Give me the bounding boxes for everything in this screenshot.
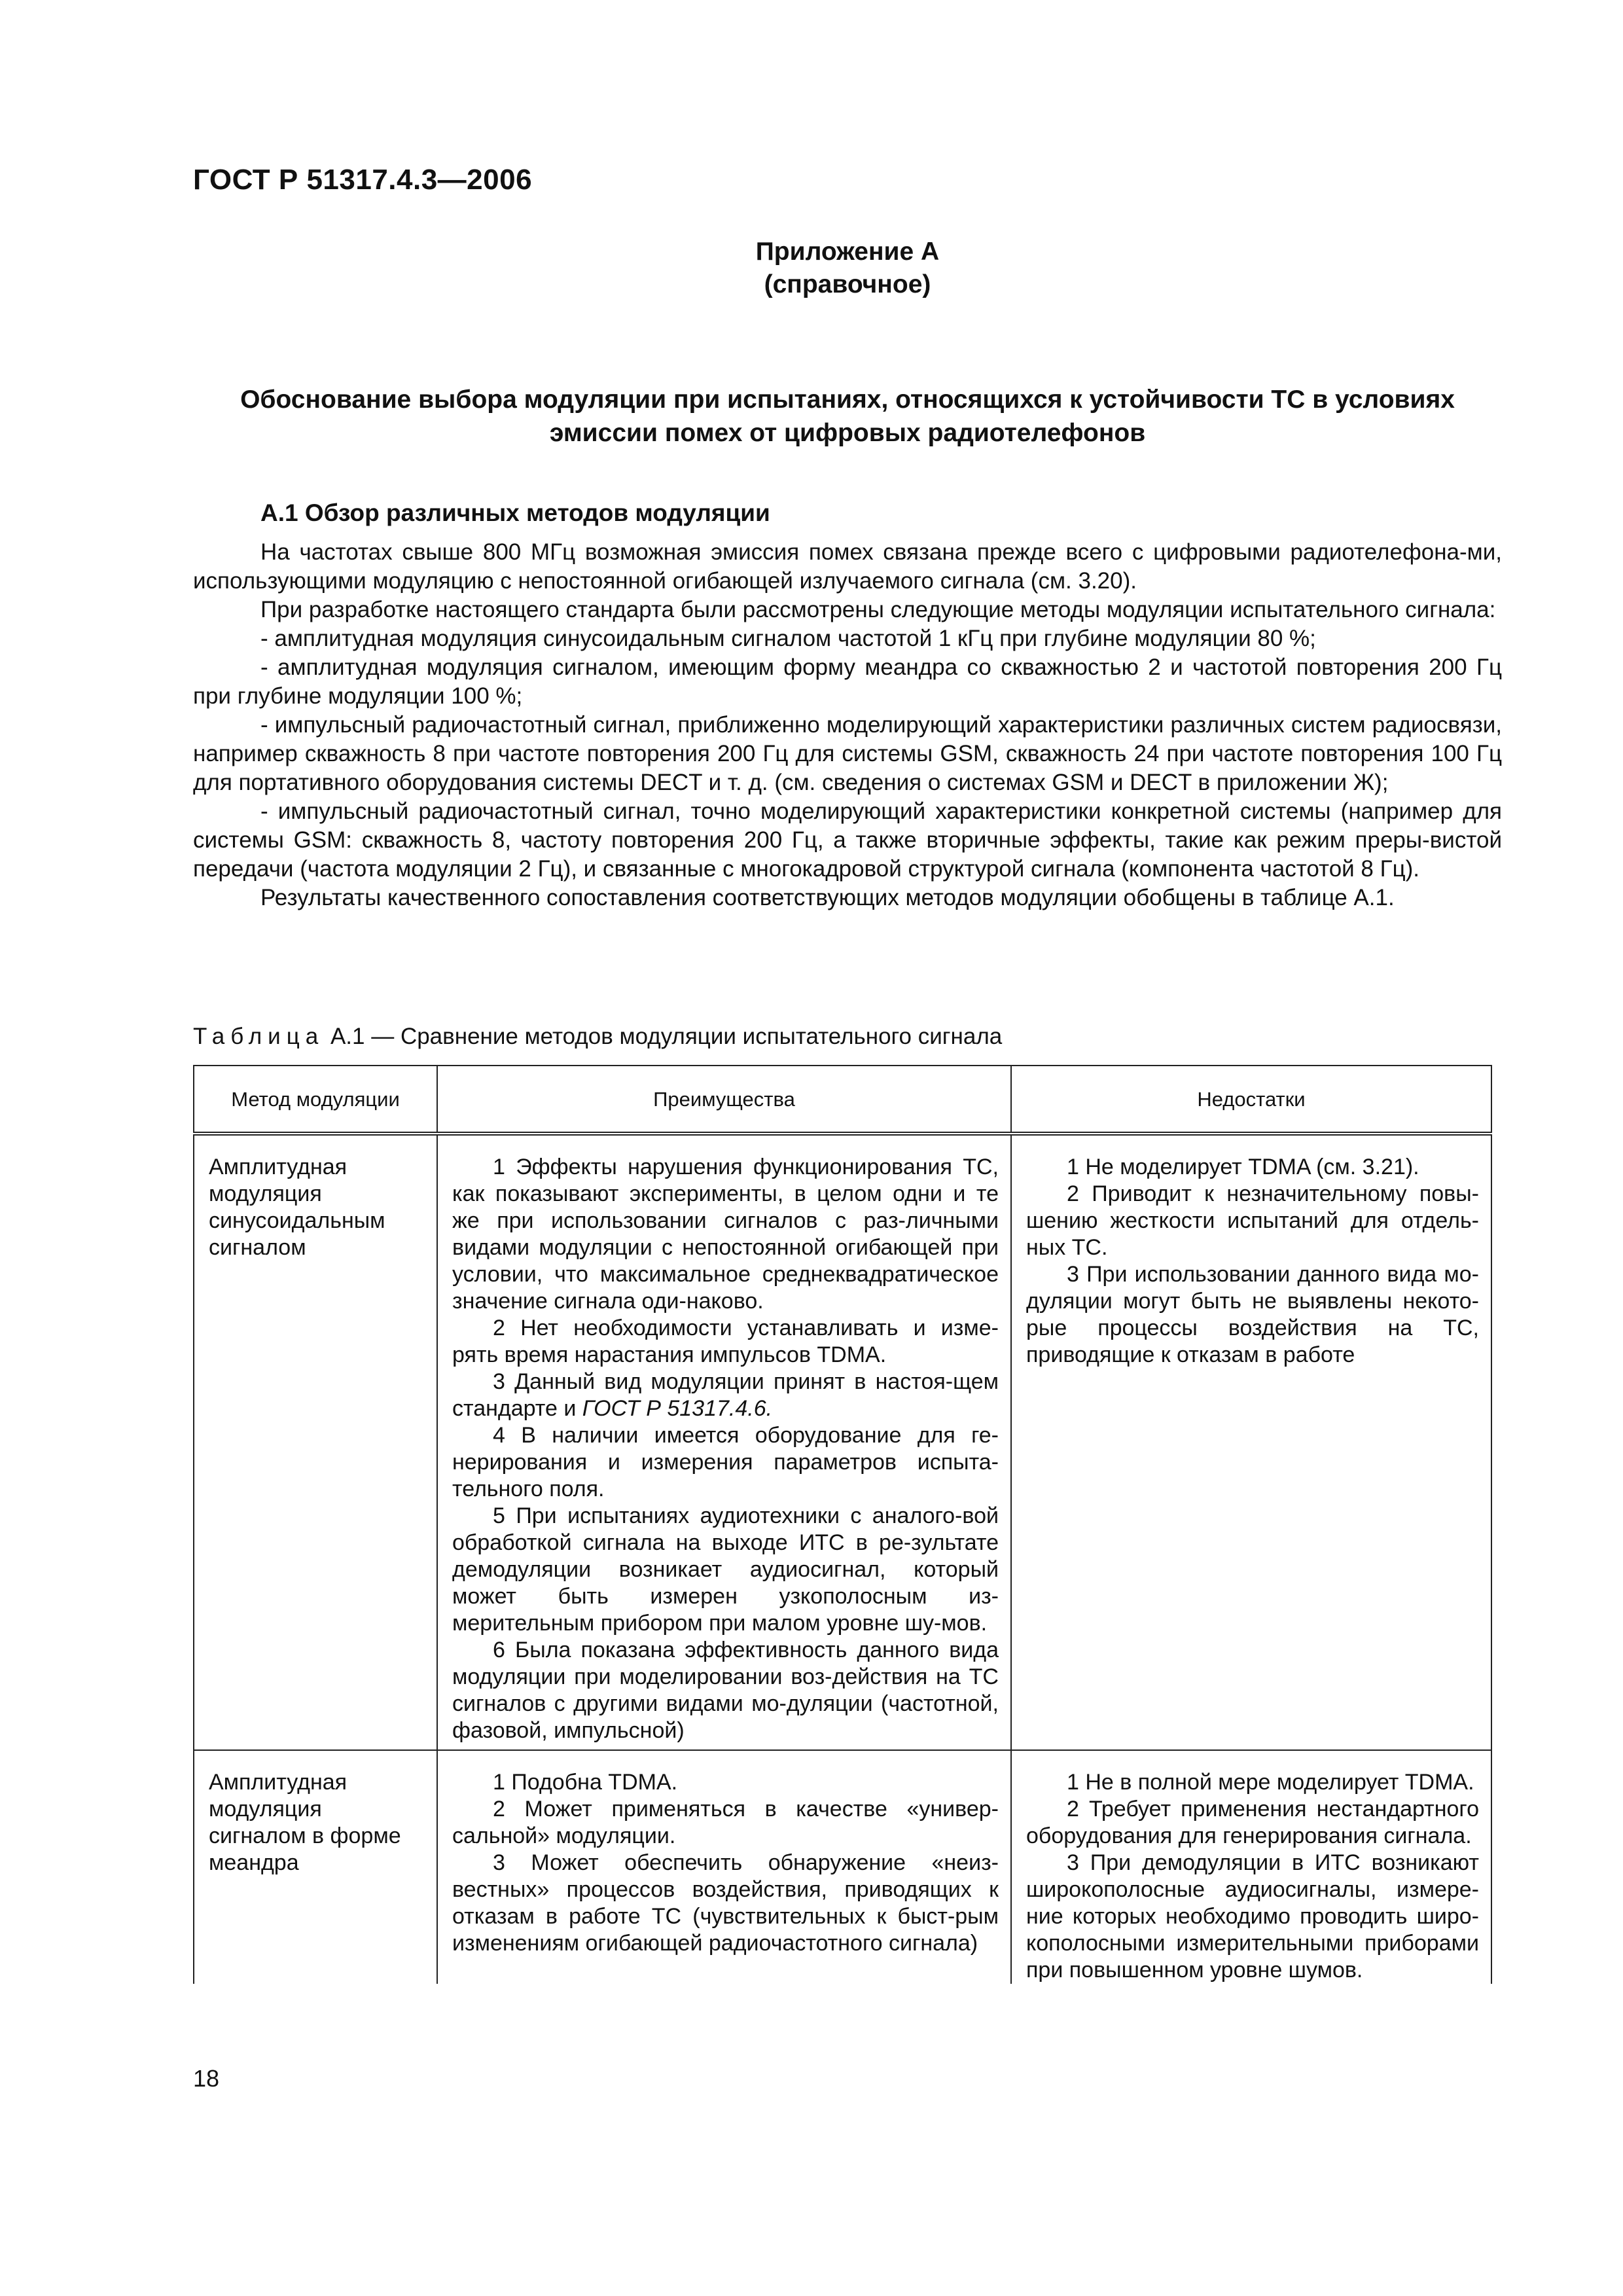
section-title: А.1 Обзор различных методов модуляции [260,499,770,526]
paragraph-2: При разработке настоящего стандарта были рассмотрены следующие методы модуляции испытательного сигнала: [260,597,1496,622]
page-number: 18 [193,2065,220,2092]
table-caption-label: Таблица [193,1024,325,1049]
standard-code: ГОСТ Р 51317.4.3—2006 [193,164,533,196]
table-header-row [194,1066,1491,1134]
list-item-4: - импульсный радиочастотный сигнал, точно моделирующий характеристики конкретной системы (например для системы GSM: скважность 8, частоту повторения 200 Гц, а также вторичные эффекты, такие как режим преры-вистой передачи (частота модуляции 2 Гц), и связанные с многокадровой структурой сигнала (компонента частотой 8 Гц). [193,798,1502,882]
table-caption-text: А.1 — Сравнение методов модуляции испытательного сигнала [324,1024,1003,1049]
advantage-item: 2 Может применяться в качестве «универ-сальной» модуляции. [452,1797,999,1848]
list-item-3: - импульсный радиочастотный сигнал, приближенно моделирующий характеристики различных систем радиосвязи, например скважность 8 при частоте повторения 200 Гц для системы GSM, скважность 24 при частоте повторения 100 Гц для портативного оборудования системы DECT и т. д. (см. сведения о системах GSM и DECT в приложении Ж); [193,712,1502,795]
advantage-item: 6 Была показана эффективность данного вида модуляции при моделировании воз-действия на ТС сигналов с другими видами мо-дуляции (частотной, фазовой, импульсной) [452,1638,999,1743]
table-caption [193,1024,1002,1050]
advantage-item: 1 Подобна TDMA. [493,1770,678,1795]
comparison-table [193,1065,1492,1984]
advantage-text: 3 Данный вид модуляции принят в настоя-щем стандарте и [452,1369,999,1421]
appendix-title: Приложение А [755,238,940,266]
advantage-item: 1 Эффекты нарушения функционирования ТС, как показывают эксперименты, в целом одни и те же при использовании сигналов с раз-личными видами модуляции с непостоянной огибающей при условии, что максимальное среднеквадратическое значение сигнала оди-наково. [452,1155,999,1314]
body-text [193,538,1502,912]
cell-disadvantages [1011,1134,1491,1750]
header-method: Метод модуляции [194,1066,437,1134]
header-advantages: Преимущества [437,1066,1011,1134]
main-title [193,383,1502,450]
header-disadvantages: Недостатки [1011,1066,1491,1134]
list-item-1: - амплитудная модуляция синусоидальным сигналом частотой 1 кГц при глубине модуляции 80 %; [260,626,1316,651]
disadvantage-item: 3 При использовании данного вида мо-дуляции могут быть не выявлены некото-рые процессы воздействия на ТС, приводящие к отказам в работе [1026,1262,1479,1367]
disadvantage-item: 2 Приводит к незначительному повы-шению жесткости испытаний для отдель-ных ТС. [1026,1181,1479,1260]
main-title-line-1: Обоснование выбора модуляции при испытаниях, относящихся к устойчивости ТС в условиях [240,386,1455,414]
advantage-item: 3 Может обеспечить обнаружение «неиз-вестных» процессов воздействия, приводящих к отказам в работе ТС (чувствительных к быст-рым изменениям огибающей радиочастотного сигнала) [452,1850,999,1956]
advantage-item: 5 При испытаниях аудиотехники с аналого-вой обработкой сигнала на выходе ИТС в ре-зультате демодуляции возникает аудиосигнал, который может быть измерен узкополосным из-мерительным прибором при малом уровне шу-мов. [452,1503,999,1636]
cell-method: Амплитудная модуляция синусоидальным сигналом [194,1134,437,1750]
appendix-heading [193,236,1502,301]
paragraph-1: На частотах свыше 800 МГц возможная эмиссия помех связана прежде всего с цифровыми радиотелефона-ми, использующими модуляцию с непостоянной огибающей излучаемого сигнала (см. 3.20). [193,539,1502,594]
cell-advantages [437,1134,1011,1750]
advantage-item: 2 Нет необходимости устанавливать и изме-рять время нарастания импульсов TDMA. [452,1316,999,1367]
disadvantage-item: 1 Не в полной мере моделирует TDMA. [1067,1770,1474,1795]
disadvantage-item: 1 Не моделирует TDMA (см. 3.21). [1067,1155,1419,1179]
disadvantage-item: 3 При демодуляции в ИТС возникают широкополосные аудиосигналы, измере-ние которых необходимо проводить широ-кополосными измерительными приборами при повышенном уровне шумов. [1026,1850,1479,1982]
appendix-type: (справочное) [764,270,931,298]
list-item-2: - амплитудная модуляция сигналом, имеющим форму меандра со скважностью 2 и частотой повторения 200 Гц при глубине модуляции 100 %; [193,655,1502,709]
cell-advantages [437,1750,1011,1984]
advantage-item [452,1369,999,1422]
main-title-line-2: эмиссии помех от цифровых радиотелефонов [549,419,1146,447]
advantage-item: 4 В наличии имеется оборудование для ге-нерирования и измерения параметров испыта-тельного поля. [452,1423,999,1501]
cell-disadvantages [1011,1750,1491,1984]
cell-method: Амплитудная модуляция сигналом в форме меандра [194,1750,437,1984]
standard-reference: ГОСТ Р 51317.4.6. [582,1396,773,1421]
disadvantage-item: 2 Требует применения нестандартного оборудования для генерирования сигнала. [1026,1797,1479,1848]
paragraph-3: Результаты качественного сопоставления соответствующих методов модуляции обобщены в таблице А.1. [260,885,1395,910]
table-row [194,1134,1491,1750]
table-row [194,1750,1491,1984]
